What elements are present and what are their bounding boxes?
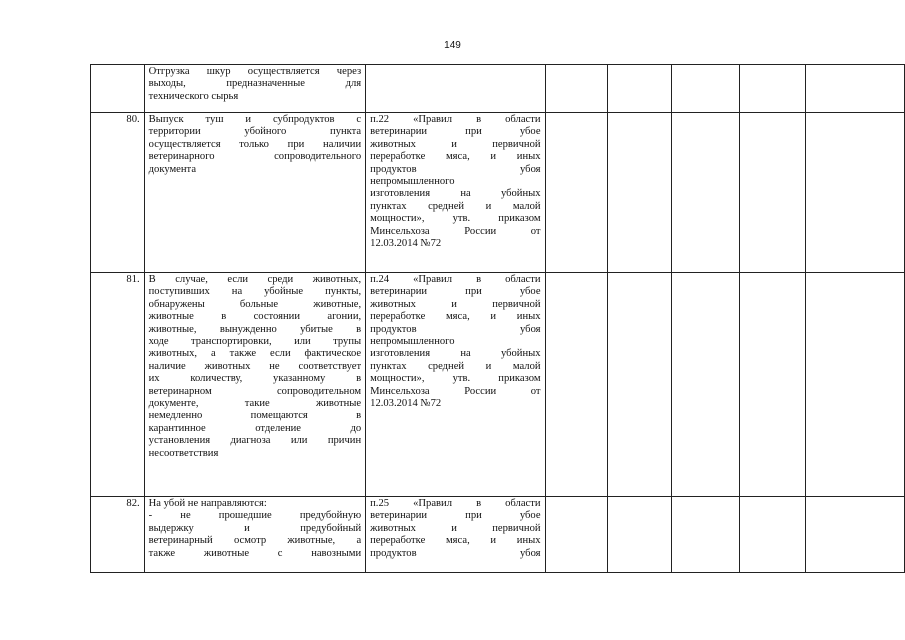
text-line: продуктов убоя bbox=[370, 323, 541, 335]
text-line: 12.03.2014 №72 bbox=[370, 398, 442, 410]
empty-cell bbox=[607, 113, 671, 273]
text-line: пунктах средней и малой bbox=[370, 200, 541, 212]
text-line: ветеринарии при убое bbox=[370, 126, 541, 138]
text-line: мощности», утв. приказом bbox=[370, 373, 541, 385]
text-line: немедленно помещаются в bbox=[148, 410, 362, 422]
empty-cell bbox=[607, 65, 671, 113]
text-line: обнаружены больные животные, bbox=[148, 298, 362, 310]
empty-cell bbox=[545, 273, 607, 497]
text-line: выдержку и предубойный bbox=[148, 522, 362, 534]
row-number-cell bbox=[91, 65, 145, 113]
empty-cell bbox=[672, 497, 739, 573]
text-line: ходе транспортировки, или трупы bbox=[148, 336, 362, 348]
text-line: выходы, предназначенные для bbox=[148, 78, 362, 90]
text-line: Минсельхоза России от bbox=[370, 385, 541, 397]
text-line: животных, а также если фактическое bbox=[148, 348, 362, 360]
empty-cell bbox=[607, 497, 671, 573]
text-line: технического сырья bbox=[148, 90, 239, 102]
empty-cell bbox=[545, 65, 607, 113]
text-line: животных и первичной bbox=[370, 138, 541, 150]
text-line: переработке мяса, и иных bbox=[370, 535, 541, 547]
requirement-text-cell bbox=[144, 497, 366, 573]
empty-cell bbox=[805, 273, 904, 497]
text-line: - не прошедшие предубойную bbox=[148, 510, 362, 522]
text-line: территории убойного пункта bbox=[148, 126, 362, 138]
table-row bbox=[91, 497, 905, 573]
text-line: несоответствия bbox=[148, 447, 219, 459]
empty-cell bbox=[805, 497, 904, 573]
text-line: пунктах средней и малой bbox=[370, 360, 541, 372]
table-body bbox=[91, 65, 905, 573]
text-line: также животные с навозными bbox=[148, 547, 362, 559]
text-line: мощности», утв. приказом bbox=[370, 213, 541, 225]
text-line: Выпуск туш и субпродуктов с bbox=[148, 114, 362, 125]
text-line: изготовления на убойных bbox=[370, 188, 541, 200]
text-line: Отгрузка шкур осуществляется через bbox=[148, 66, 362, 77]
table-row bbox=[91, 273, 905, 497]
text-line: документа bbox=[148, 163, 197, 175]
text-line: ветеринарии при убое bbox=[370, 286, 541, 298]
text-line: На убой не направляются: bbox=[148, 498, 267, 509]
text-line: непромышленного bbox=[370, 176, 455, 188]
text-line: изготовления на убойных bbox=[370, 348, 541, 360]
page-number: 149 bbox=[444, 40, 461, 51]
requirement-text-cell bbox=[144, 113, 366, 273]
text-line: 12.03.2014 №72 bbox=[370, 238, 442, 250]
text-line: Минсельхоза России от bbox=[370, 225, 541, 237]
text-line: наличие животных не соответствует bbox=[148, 360, 362, 372]
text-line: переработке мяса, и иных bbox=[370, 311, 541, 323]
text-line: ветеринарный осмотр животные, а bbox=[148, 535, 362, 547]
requirement-text-cell bbox=[144, 273, 366, 497]
empty-cell bbox=[672, 113, 739, 273]
text-line: п.22 «Правил в области bbox=[370, 114, 541, 125]
text-line: животные в состоянии агонии, bbox=[148, 311, 362, 323]
row-number-cell: 81. bbox=[91, 273, 145, 497]
text-line: документе, такие животные bbox=[148, 398, 362, 410]
text-line: ветеринарном сопроводительном bbox=[148, 385, 362, 397]
legal-reference-cell bbox=[366, 273, 545, 497]
empty-cell bbox=[805, 113, 904, 273]
empty-cell bbox=[607, 273, 671, 497]
empty-cell bbox=[545, 497, 607, 573]
legal-reference-cell bbox=[366, 497, 545, 573]
empty-cell bbox=[672, 65, 739, 113]
empty-cell bbox=[672, 273, 739, 497]
text-line: установления диагноза или причин bbox=[148, 435, 362, 447]
empty-cell bbox=[739, 65, 805, 113]
text-line: п.25 «Правил в области bbox=[370, 498, 541, 509]
text-line: ветеринарного сопроводительного bbox=[148, 151, 362, 163]
text-line: В случае, если среди животных, bbox=[148, 274, 362, 285]
legal-reference-cell bbox=[366, 113, 545, 273]
row-number-cell: 82. bbox=[91, 497, 145, 573]
text-line: их количеству, указанному в bbox=[148, 373, 362, 385]
row-number-cell: 80. bbox=[91, 113, 145, 273]
text-line: продуктов убоя bbox=[370, 547, 541, 559]
empty-cell bbox=[739, 497, 805, 573]
requirement-text-cell bbox=[144, 65, 366, 113]
text-line: п.24 «Правил в области bbox=[370, 274, 541, 285]
empty-cell bbox=[545, 113, 607, 273]
text-line: непромышленного bbox=[370, 336, 455, 348]
text-line: животные, вынужденно убитые в bbox=[148, 323, 362, 335]
requirements-table bbox=[90, 64, 905, 573]
legal-reference-cell bbox=[366, 65, 545, 113]
text-line: карантинное отделение до bbox=[148, 422, 362, 434]
text-line: переработке мяса, и иных bbox=[370, 151, 541, 163]
text-line: животных и первичной bbox=[370, 298, 541, 310]
text-line: ветеринарии при убое bbox=[370, 510, 541, 522]
table-row bbox=[91, 65, 905, 113]
text-line: осуществляется только при наличии bbox=[148, 138, 362, 150]
text-line: поступивших на убойные пункты, bbox=[148, 286, 362, 298]
text-line: животных и первичной bbox=[370, 522, 541, 534]
empty-cell bbox=[739, 273, 805, 497]
text-line: продуктов убоя bbox=[370, 163, 541, 175]
empty-cell bbox=[739, 113, 805, 273]
table-row bbox=[91, 113, 905, 273]
empty-cell bbox=[805, 65, 904, 113]
